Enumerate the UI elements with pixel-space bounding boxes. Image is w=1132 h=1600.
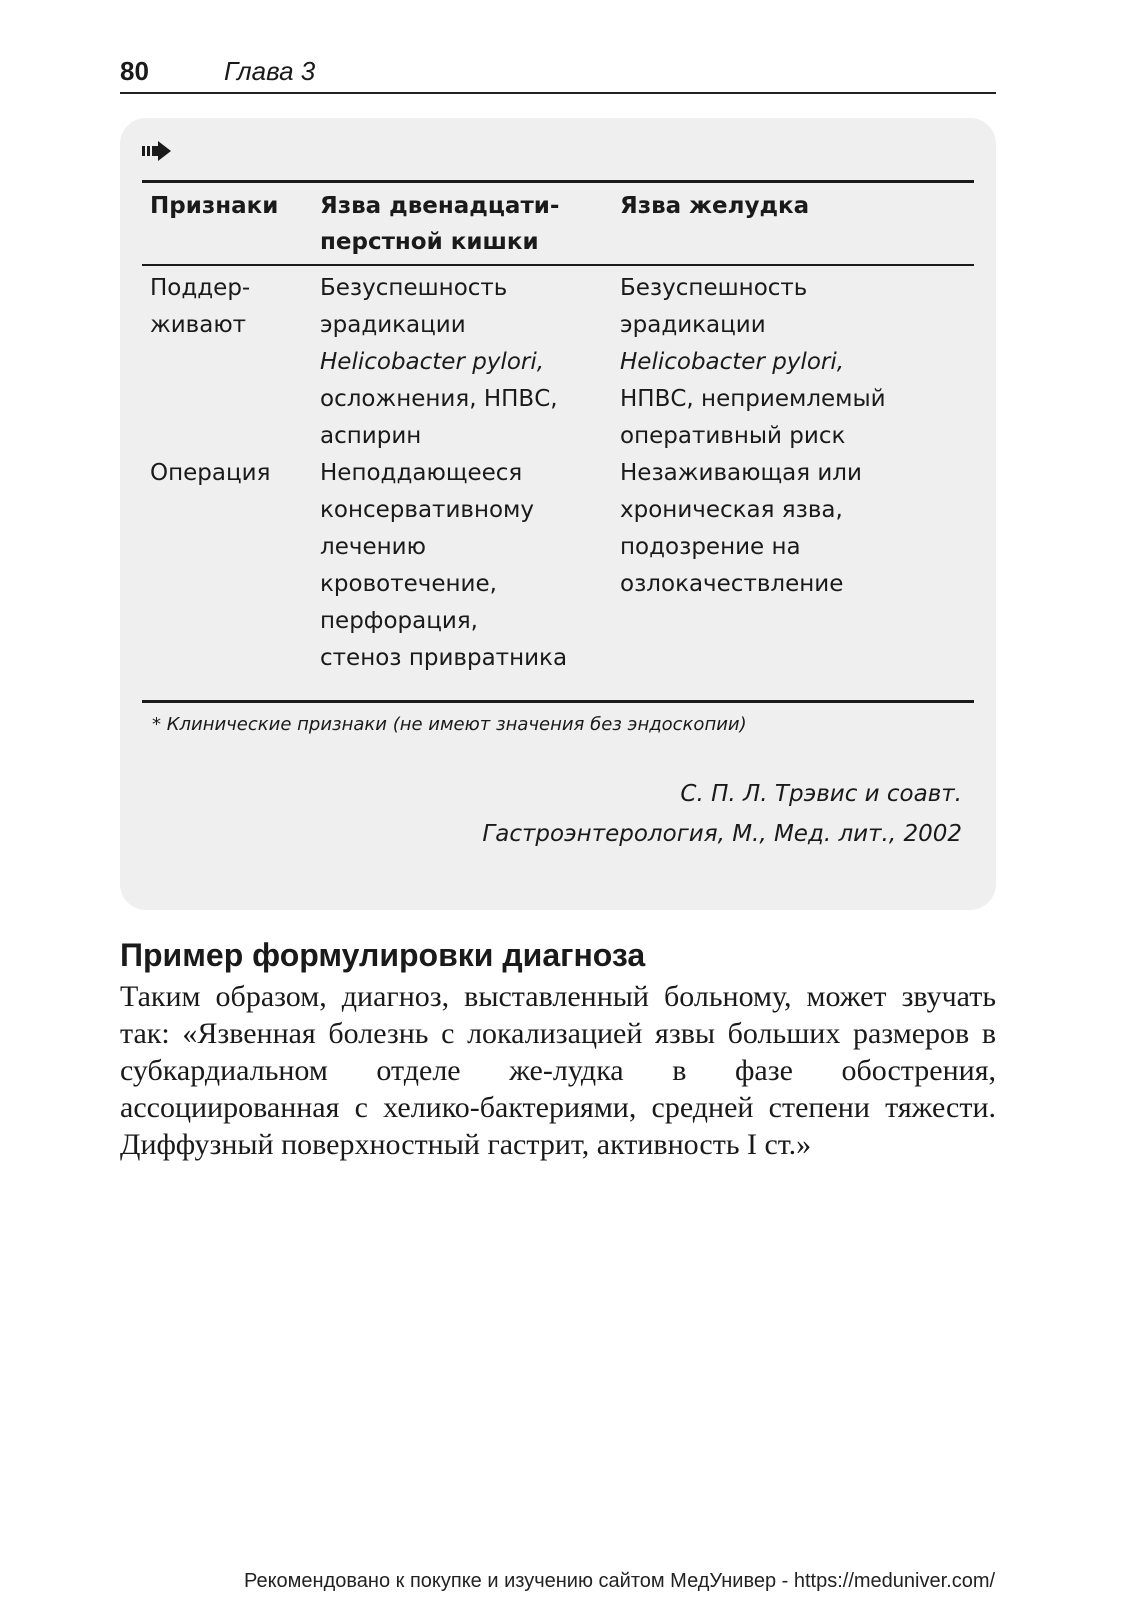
chapter-title: Глава 3 <box>224 56 316 86</box>
cell-supportive-duodenal: Безуспешность эрадикации Helicobacter pylori, осложнения, НПВС, аспирин <box>320 275 558 449</box>
cell-surgery-duodenal: Неподдающееся консервативному лечению кровотечение, перфорация, стеноз привратника <box>320 460 568 671</box>
table-bottom-rule <box>142 700 974 703</box>
source-citation <box>482 774 962 854</box>
body-paragraph: Таким образом, диагноз, выставленный больному, может звучать так: «Язвенная болезнь с локализацией язвы больших размеров в субкардиальном отделе же-лудка в фазе обострения, ассоциированная с хелико-бактериями, средней степени тяжести. Диффузный поверхностный гастрит, активность I ст.» <box>120 980 996 1161</box>
table-header-rule <box>142 264 974 266</box>
source-authors: С. П. Л. Трэвис и соавт. <box>680 781 962 807</box>
header-gastric-ulcer: Язва желудка <box>620 193 810 219</box>
watermark-text: Рекомендовано к покупке и изучению сайтом МедУнивер - https://meduniver.com/ <box>244 1570 996 1592</box>
header-duodenal-ulcer: Язва двенадцати- перстной кишки <box>320 193 560 255</box>
cell-supportive-gastric: Безуспешность эрадикации Helicobacter pylori, НПВС, неприемлемый оперативный риск <box>620 275 886 449</box>
table-box <box>120 118 996 910</box>
row-label-supportive: Поддер- живают <box>150 275 251 338</box>
row-label-surgery: Операция <box>150 460 271 486</box>
page-header <box>120 50 996 94</box>
cell-surgery-gastric: Незаживающая или хроническая язва, подозрение на озлокачествление <box>620 460 862 597</box>
arrow-right-icon <box>142 140 172 162</box>
source-publication: Гастроэнтерология, М., Мед. лит., 2002 <box>482 821 962 847</box>
section-title: Пример формулировки диагноза <box>120 937 646 973</box>
header-signs: Признаки <box>150 193 279 219</box>
table-footnote: * Клинические признаки (не имеют значения без эндоскопии) <box>152 714 747 735</box>
table-top-rule <box>142 180 974 183</box>
page-number: 80 <box>120 56 149 86</box>
